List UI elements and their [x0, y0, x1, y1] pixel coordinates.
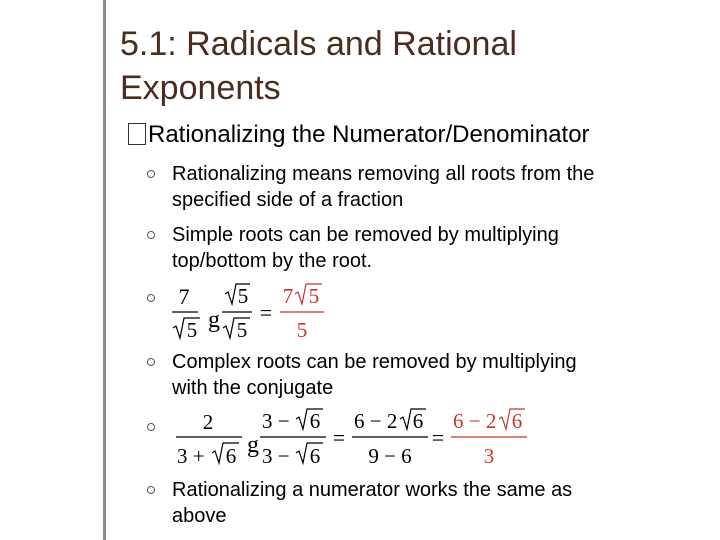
- f2-mid-num-rad: 6: [412, 409, 424, 433]
- f1-den1: 5: [186, 318, 198, 342]
- f2-res-num-a: 6 − 2: [453, 409, 497, 433]
- title-line-2: Exponents: [120, 69, 281, 107]
- heading-text: Rationalizing the Numerator/Denominator: [148, 121, 590, 148]
- left-rule: [103, 0, 106, 540]
- bullet-line: Simple roots can be removed by multiplying: [172, 224, 559, 246]
- f2-num2-rad: 6: [309, 409, 321, 433]
- f2-num2-a: 3 −: [262, 409, 290, 433]
- missing-glyph-icon: [128, 123, 146, 145]
- f2-mid-num-a: 6 − 2: [354, 409, 398, 433]
- f1-den2: 5: [236, 318, 248, 342]
- bullet-line: Rationalizing a numerator works the same as: [172, 479, 573, 501]
- f2-res-den: 3: [483, 444, 495, 468]
- f2-eq-2: =: [431, 425, 445, 450]
- bullet-circle-icon: [147, 294, 155, 302]
- slide-title: [120, 22, 700, 110]
- f2-mid-den: 9 − 6: [368, 444, 412, 468]
- bullet-line: Rationalizing means removing all roots from the: [172, 163, 595, 185]
- bullet-circle-icon: [147, 358, 155, 366]
- f2-den2-rad: 6: [309, 444, 321, 468]
- f2-den1-rad: 6: [225, 444, 237, 468]
- f1-num1: 7: [178, 284, 190, 309]
- f1-num2: 5: [237, 284, 249, 308]
- title-line-1: 5.1: Radicals and Rational: [120, 25, 517, 63]
- f1-res-den: 5: [296, 318, 308, 342]
- f2-den1-a: 3 +: [177, 444, 205, 468]
- bullet-circle-icon: [147, 170, 155, 178]
- bullet-line: top/bottom by the root.: [172, 250, 373, 272]
- f2-den2-a: 3 −: [262, 444, 290, 468]
- bullet-circle-icon: [147, 423, 155, 431]
- bullet-line: Complex roots can be removed by multiplying: [172, 351, 577, 373]
- f2-op: g: [247, 432, 259, 458]
- formula-conjugate: [172, 405, 542, 471]
- f2-num1: 2: [202, 410, 214, 434]
- bullet-line: with the conjugate: [172, 377, 334, 399]
- bullet-line: above: [172, 505, 227, 527]
- f2-res-num-rad: 6: [511, 409, 523, 433]
- bullet-line: specified side of a fraction: [172, 189, 404, 211]
- f1-eq: =: [259, 300, 273, 325]
- f1-res-rad: 5: [308, 284, 320, 308]
- bullet-circle-icon: [147, 231, 155, 239]
- bullet-circle-icon: [147, 486, 155, 494]
- f1-res-coef: 7: [282, 284, 294, 308]
- formula-simple-root: [170, 280, 340, 344]
- f1-op: g: [208, 307, 220, 333]
- f2-eq-1: =: [332, 425, 346, 450]
